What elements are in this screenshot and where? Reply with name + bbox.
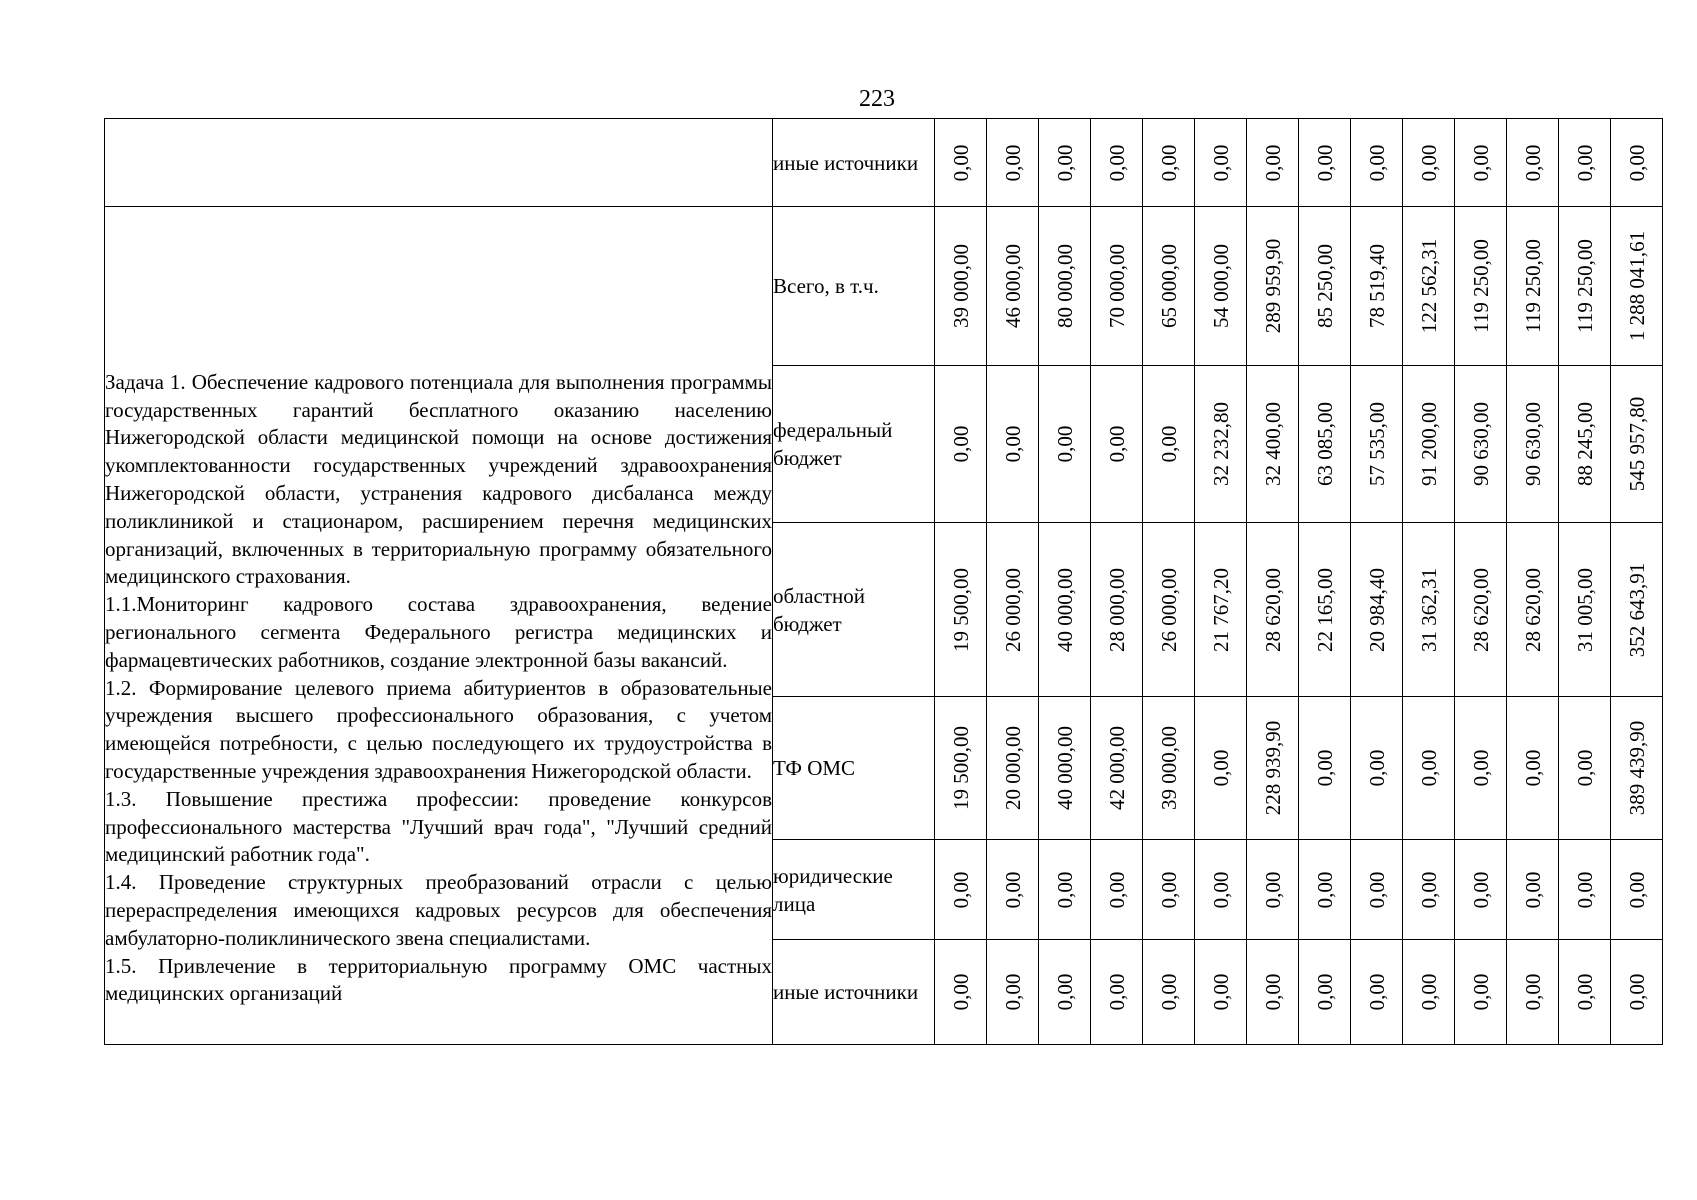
funding-source-label: иные источники [773, 119, 935, 207]
value-cell [1455, 523, 1507, 697]
value-text: 28 000,00 [1104, 567, 1129, 652]
value-text: 352 643,91 [1624, 562, 1649, 657]
value-cell [1143, 119, 1195, 207]
value-text: 28 620,00 [1468, 567, 1493, 652]
value-cell [1611, 119, 1663, 207]
value-text: 0,00 [1000, 871, 1025, 908]
value-text: 0,00 [1156, 425, 1181, 463]
value-cell [1403, 119, 1455, 207]
value-text: 228 939,90 [1260, 720, 1285, 816]
value-text: 40 000,00 [1052, 567, 1077, 652]
value-text: 0,00 [1208, 144, 1233, 181]
value-cell [1247, 697, 1299, 840]
value-text: 389 439,90 [1624, 720, 1649, 816]
value-cell [1351, 119, 1403, 207]
value-cell [1351, 840, 1403, 940]
value-text: 26 000,00 [1000, 567, 1025, 652]
value-text: 0,00 [1572, 144, 1597, 181]
value-text: 78 519,40 [1364, 244, 1389, 328]
value-text: 1 288 041,61 [1624, 230, 1649, 342]
value-cell [1611, 840, 1663, 940]
value-cell [1247, 940, 1299, 1045]
value-text: 0,00 [1520, 144, 1545, 181]
value-cell [1091, 523, 1143, 697]
value-text: 0,00 [1624, 144, 1649, 181]
value-text: 20 984,40 [1364, 567, 1389, 652]
value-cell [1039, 119, 1091, 207]
value-cell [1559, 940, 1611, 1045]
value-text: 0,00 [1312, 871, 1337, 908]
value-text: 65 000,00 [1156, 244, 1181, 328]
value-text: 85 250,00 [1312, 244, 1337, 328]
value-cell [1299, 840, 1351, 940]
value-text: 0,00 [948, 973, 973, 1011]
value-cell [935, 119, 987, 207]
value-text: 0,00 [1572, 871, 1597, 908]
value-cell [1091, 366, 1143, 523]
value-text: 0,00 [1468, 871, 1493, 908]
value-text: 0,00 [1156, 144, 1181, 181]
value-cell [1039, 940, 1091, 1045]
value-cell [1039, 840, 1091, 940]
value-cell [1195, 940, 1247, 1045]
value-text: 0,00 [1052, 144, 1077, 181]
value-cell [1351, 697, 1403, 840]
value-text: 0,00 [1572, 973, 1597, 1011]
value-text: 0,00 [1052, 871, 1077, 908]
value-cell [1559, 207, 1611, 366]
value-cell [1403, 523, 1455, 697]
value-text: 0,00 [1416, 871, 1441, 908]
value-cell [1091, 940, 1143, 1045]
value-text: 0,00 [948, 144, 973, 181]
value-cell [1195, 697, 1247, 840]
value-text: 0,00 [1520, 871, 1545, 908]
value-text: 0,00 [948, 425, 973, 463]
value-text: 0,00 [1364, 871, 1389, 908]
value-cell [1559, 523, 1611, 697]
value-text: 28 620,00 [1520, 567, 1545, 652]
value-cell [987, 697, 1039, 840]
value-cell [1091, 119, 1143, 207]
value-cell [1351, 523, 1403, 697]
value-text: 0,00 [1260, 144, 1285, 181]
value-cell [1195, 119, 1247, 207]
value-cell [1299, 119, 1351, 207]
value-cell [935, 840, 987, 940]
value-cell [935, 207, 987, 366]
value-cell [1247, 366, 1299, 523]
value-text: 90 630,00 [1520, 402, 1545, 486]
value-cell [1195, 523, 1247, 697]
value-cell [1455, 366, 1507, 523]
task-paragraph: 1.3. Повышение престижа профессии: проведение конкурсов профессионального мастерства "Лучший врач года", "Лучший средний медицинский работник года". [105, 786, 772, 867]
value-text: 122 562,31 [1416, 238, 1441, 334]
value-cell [1455, 119, 1507, 207]
funding-source-label: ТФ ОМС [773, 697, 935, 840]
value-text: 57 535,00 [1364, 402, 1389, 486]
value-text: 0,00 [1416, 749, 1441, 787]
value-cell [1455, 207, 1507, 366]
value-cell [1611, 207, 1663, 366]
value-cell [1143, 940, 1195, 1045]
value-text: 63 085,00 [1312, 402, 1337, 486]
value-cell [1091, 840, 1143, 940]
value-text: 0,00 [1104, 144, 1129, 181]
value-text: 0,00 [1416, 144, 1441, 181]
value-cell [1039, 366, 1091, 523]
value-text: 0,00 [1520, 749, 1545, 787]
value-text: 20 000,00 [1000, 726, 1025, 810]
value-text: 0,00 [1364, 749, 1389, 787]
value-text: 90 630,00 [1468, 402, 1493, 486]
value-text: 0,00 [1000, 425, 1025, 463]
funding-source-label: Всего, в т.ч. [773, 207, 935, 366]
value-text: 0,00 [1468, 749, 1493, 787]
value-text: 88 245,00 [1572, 402, 1597, 486]
value-text: 0,00 [1208, 871, 1233, 908]
value-text: 21 767,20 [1208, 567, 1233, 652]
funding-source-label: областной бюджет [773, 523, 935, 697]
value-cell [1247, 119, 1299, 207]
value-cell [1455, 840, 1507, 940]
value-cell [987, 119, 1039, 207]
value-text: 32 232,80 [1208, 402, 1233, 486]
value-cell [987, 523, 1039, 697]
value-text: 0,00 [1312, 749, 1337, 787]
value-text: 0,00 [1000, 144, 1025, 181]
value-cell [1143, 207, 1195, 366]
value-cell [1351, 940, 1403, 1045]
value-text: 119 250,00 [1468, 239, 1493, 333]
value-text: 40 000,00 [1052, 726, 1077, 810]
value-text: 0,00 [1156, 973, 1181, 1011]
value-cell [1299, 940, 1351, 1045]
value-cell [987, 207, 1039, 366]
table-row [105, 207, 1663, 366]
value-cell [935, 940, 987, 1045]
value-cell [935, 523, 987, 697]
value-cell [987, 940, 1039, 1045]
value-cell [935, 697, 987, 840]
value-cell [1611, 697, 1663, 840]
value-text: 545 957,80 [1624, 396, 1649, 492]
value-cell [1143, 366, 1195, 523]
value-cell [1143, 697, 1195, 840]
value-cell [1507, 523, 1559, 697]
value-cell [1299, 366, 1351, 523]
value-text: 0,00 [1208, 749, 1233, 787]
funding-source-label: иные источники [773, 940, 935, 1045]
value-cell [1507, 840, 1559, 940]
value-text: 0,00 [1312, 973, 1337, 1011]
task-paragraph: 1.5. Привлечение в территориальную программу ОМС частных медицинских организаций [105, 953, 772, 1006]
page-number: 223 [859, 86, 895, 112]
value-text: 0,00 [1312, 144, 1337, 181]
table-body [105, 119, 1663, 1045]
funding-source-label: юридические лица [773, 840, 935, 940]
value-cell [1611, 366, 1663, 523]
value-text: 22 165,00 [1312, 567, 1337, 652]
value-cell [1507, 119, 1559, 207]
value-cell [1195, 366, 1247, 523]
funding-source-label: федеральный бюджет [773, 366, 935, 523]
value-cell [1559, 366, 1611, 523]
value-text: 0,00 [948, 871, 973, 908]
task-paragraph: 1.4. Проведение структурных преобразований отрасли с целью перераспределения имеющихся кадровых ресурсов для обеспечения амбулаторно-поликлинического звена специалистами. [105, 870, 772, 950]
value-text: 19 500,00 [948, 726, 973, 810]
value-cell [1507, 940, 1559, 1045]
value-cell [1143, 840, 1195, 940]
value-cell [1247, 840, 1299, 940]
value-cell [1403, 366, 1455, 523]
budget-table [104, 118, 1663, 1045]
value-text: 31 362,31 [1416, 567, 1441, 652]
value-text: 0,00 [1104, 973, 1129, 1011]
value-text: 0,00 [1104, 425, 1129, 463]
value-cell [1559, 697, 1611, 840]
value-text: 0,00 [1260, 871, 1285, 908]
value-cell [1351, 207, 1403, 366]
value-text: 0,00 [1624, 973, 1649, 1011]
value-cell [1403, 940, 1455, 1045]
value-cell [1247, 207, 1299, 366]
value-text: 0,00 [1052, 973, 1077, 1011]
value-text: 80 000,00 [1052, 244, 1077, 328]
task-description-cell [105, 207, 773, 1045]
value-text: 0,00 [1520, 973, 1545, 1011]
value-text: 119 250,00 [1520, 239, 1545, 333]
empty-description-cell [105, 119, 773, 207]
value-cell [1299, 697, 1351, 840]
value-cell [987, 840, 1039, 940]
value-cell [1611, 523, 1663, 697]
value-cell [1039, 207, 1091, 366]
task-paragraph: 1.1.Мониторинг кадрового состава здравоохранения, ведение регионального сегмента Федерального регистра медицинских и фармацевтических работников, создание электронной базы вакансий. [105, 592, 772, 672]
value-cell [1455, 940, 1507, 1045]
value-cell [1299, 207, 1351, 366]
task-paragraph: Задача 1. Обеспечение кадрового потенциала для выполнения программы государственных гарантий бесплатного оказанию населению Нижегородской области медицинской помощи на основе достижения укомплектованности государственных учреждений здравоохранения Нижегородской области, устранения кадрового дисбаланса между поликлиникой и стационаром, расширением перечня медицинских организаций, включенных в территориальную программу обязательного медицинского страхования. [105, 369, 772, 589]
value-text: 0,00 [1468, 144, 1493, 181]
value-text: 0,00 [1104, 871, 1129, 908]
value-cell [1507, 207, 1559, 366]
value-cell [1507, 366, 1559, 523]
value-text: 26 000,00 [1156, 567, 1181, 652]
value-text: 0,00 [1468, 973, 1493, 1011]
value-text: 31 005,00 [1572, 567, 1597, 652]
value-text: 0,00 [1052, 425, 1077, 463]
value-text: 0,00 [1208, 973, 1233, 1011]
value-cell [1091, 207, 1143, 366]
value-cell [1455, 697, 1507, 840]
value-text: 289 959,90 [1260, 238, 1285, 334]
value-text: 0,00 [1156, 871, 1181, 908]
value-cell [1039, 523, 1091, 697]
value-text: 39 000,00 [948, 244, 973, 328]
value-text: 42 000,00 [1104, 726, 1129, 810]
value-cell [1143, 523, 1195, 697]
value-text: 28 620,00 [1260, 567, 1285, 652]
value-cell [987, 366, 1039, 523]
value-text: 0,00 [1624, 871, 1649, 908]
table-row [105, 119, 1663, 207]
value-cell [1039, 697, 1091, 840]
value-cell [1195, 207, 1247, 366]
value-text: 0,00 [1572, 749, 1597, 787]
value-cell [1247, 523, 1299, 697]
value-cell [1195, 840, 1247, 940]
value-text: 46 000,00 [1000, 244, 1025, 328]
value-text: 39 000,00 [1156, 726, 1181, 810]
value-cell [1403, 697, 1455, 840]
value-cell [1559, 840, 1611, 940]
value-text: 0,00 [1000, 973, 1025, 1011]
value-text: 0,00 [1260, 973, 1285, 1011]
task-description [105, 243, 772, 1008]
task-paragraph: 1.2. Формирование целевого приема абитуриентов в образовательные учреждения высшего профессионального образования, с учетом имеющейся потребности, с целью последующего их трудоустройства в государственные учреждения здравоохранения Нижегородской области. [105, 675, 772, 783]
value-cell [1507, 697, 1559, 840]
value-text: 32 400,00 [1260, 402, 1285, 486]
value-text: 70 000,00 [1104, 244, 1129, 328]
value-cell [935, 366, 987, 523]
value-text: 119 250,00 [1572, 239, 1597, 333]
value-cell [1091, 697, 1143, 840]
value-cell [1403, 207, 1455, 366]
value-text: 19 500,00 [948, 567, 973, 652]
value-cell [1403, 840, 1455, 940]
value-text: 0,00 [1364, 144, 1389, 181]
value-text: 91 200,00 [1416, 402, 1441, 486]
value-cell [1559, 119, 1611, 207]
value-text: 0,00 [1416, 973, 1441, 1011]
value-text: 0,00 [1364, 973, 1389, 1011]
value-cell [1611, 940, 1663, 1045]
value-cell [1299, 523, 1351, 697]
value-cell [1351, 366, 1403, 523]
value-text: 54 000,00 [1208, 244, 1233, 328]
